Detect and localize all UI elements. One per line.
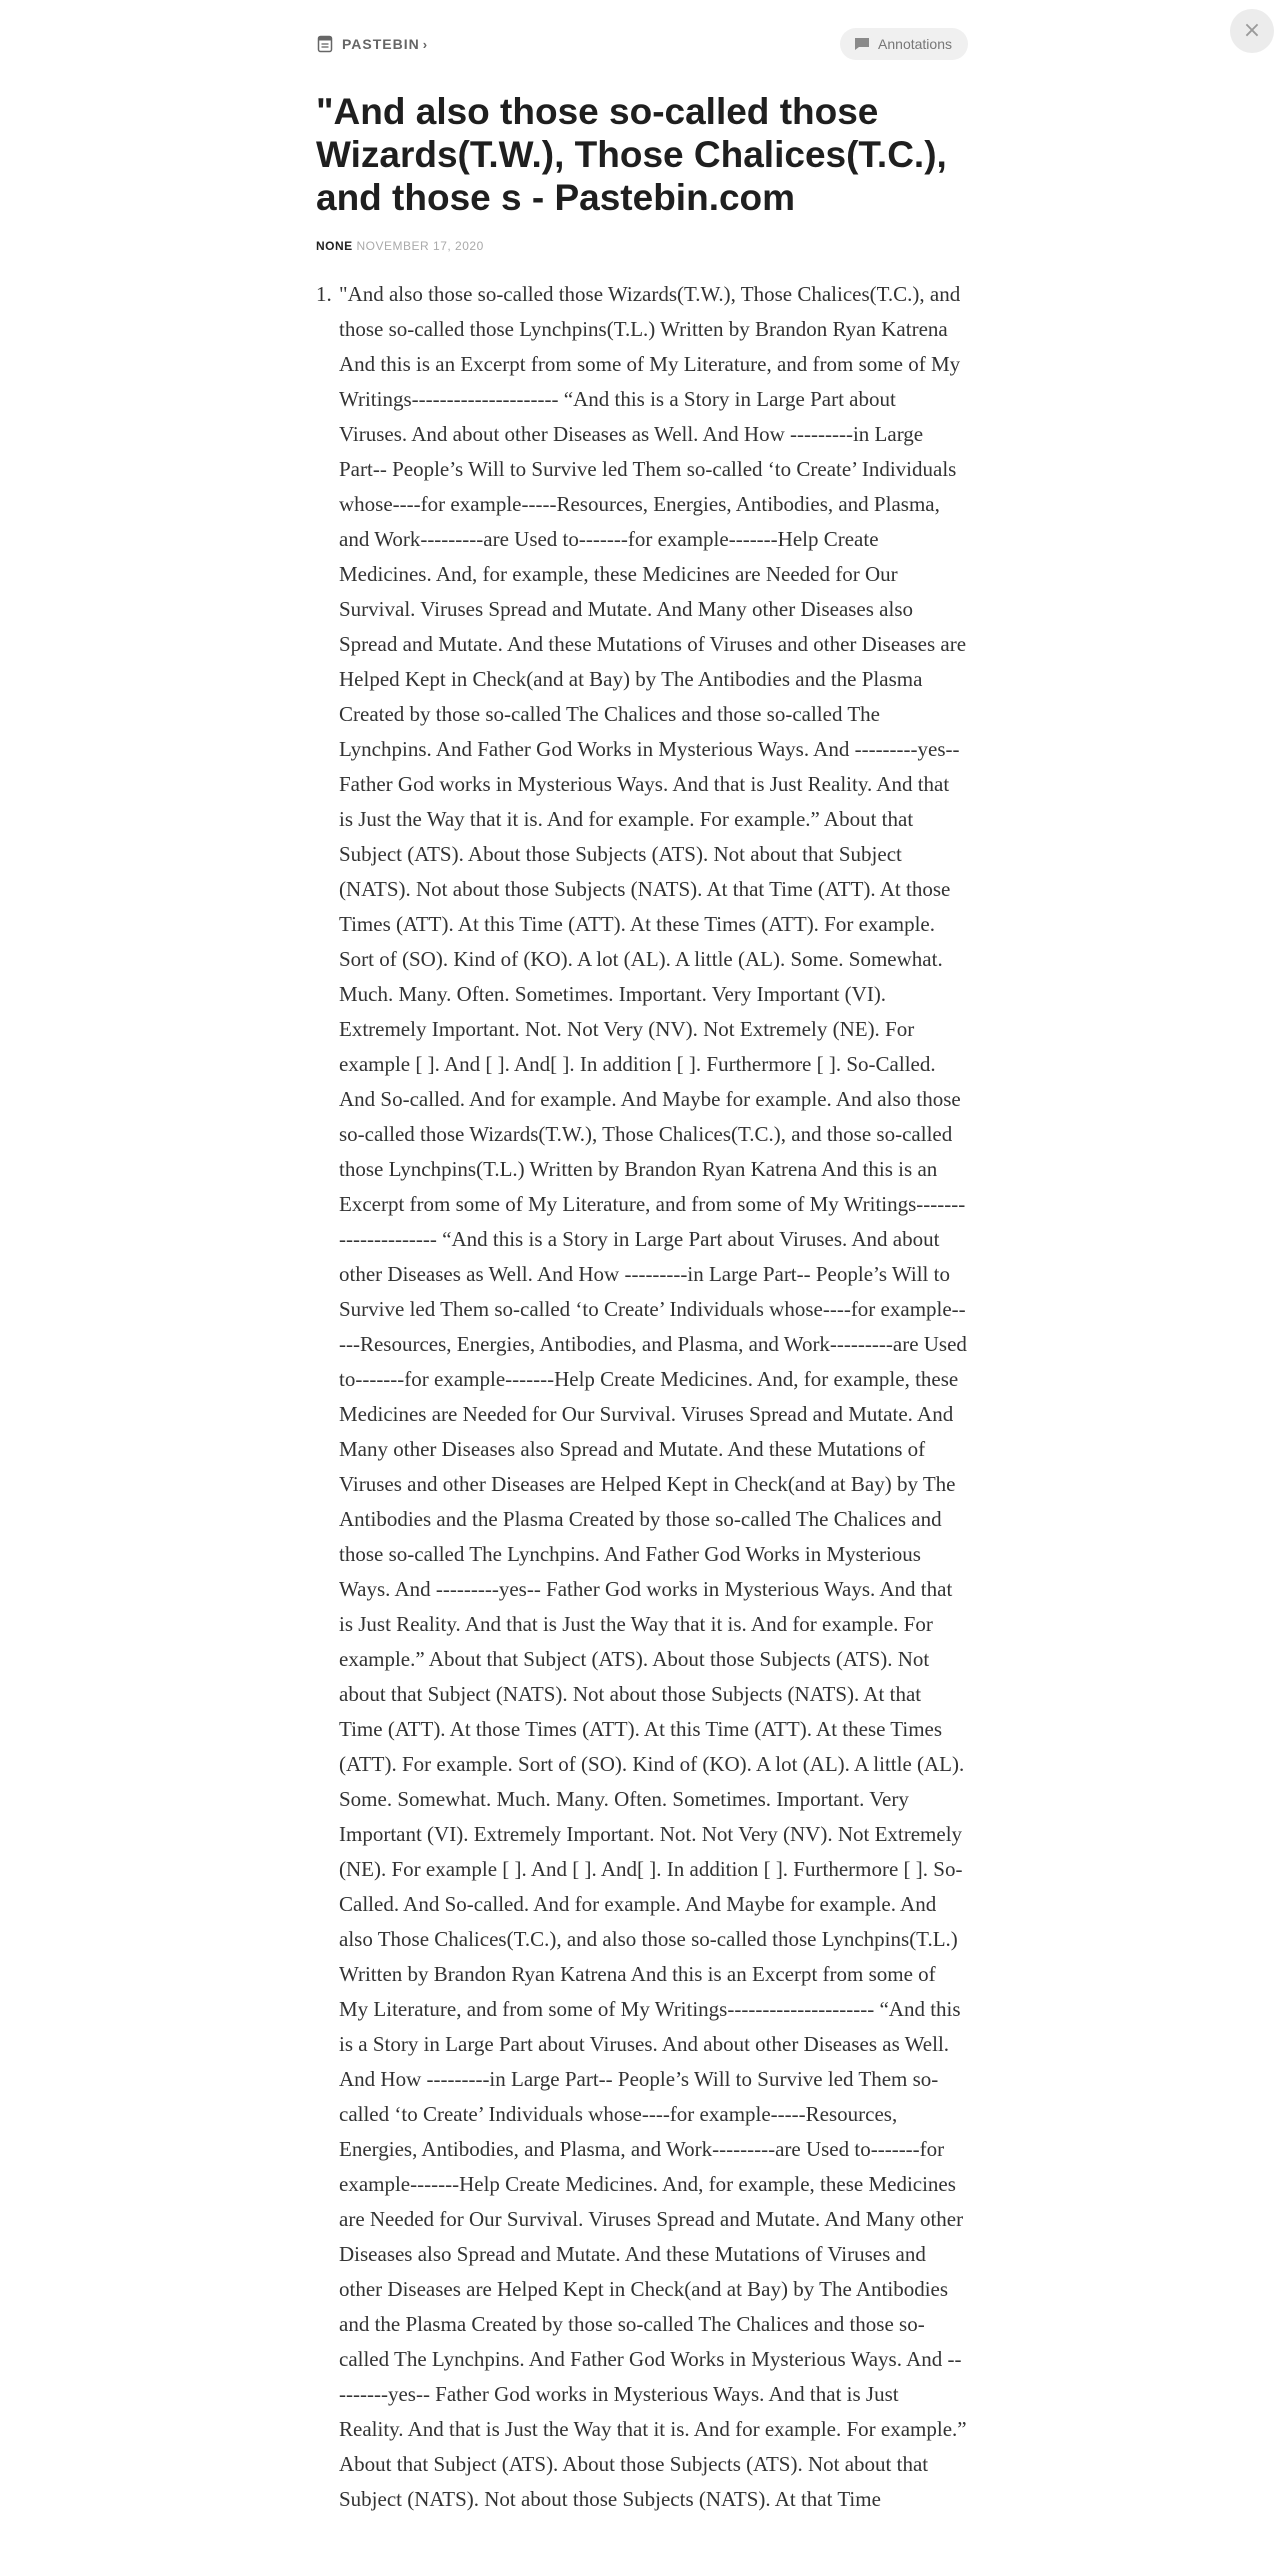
page-title: "And also those so-called those Wizards(T.W.), Those Chalices(T.C.), and those s - Pastebin.com <box>316 91 947 218</box>
post-date: NOVEMBER 17, 2020 <box>356 239 484 253</box>
pastebin-logo-icon <box>316 35 334 53</box>
close-icon: × <box>1242 18 1262 43</box>
main-column <box>316 0 968 2517</box>
comment-icon <box>854 37 870 51</box>
paste-content <box>316 277 968 2517</box>
post-meta <box>316 239 968 253</box>
annotations-button[interactable] <box>840 28 968 60</box>
list-item-number: 1. <box>316 282 332 306</box>
list-item-text: "And also those so-called those Wizards(T.W.), Those Chalices(T.C.), and those so-called those Lynchpins(T.L.) Written by Brandon Ryan Katrena And this is an Excerpt from some of My Literature, and from some of My Writings--------------------- “And this is a Story in Large Part about Viruses. And about other Diseases as Well. And How ---------in Large Part-- People’s Will to Survive led Them so-called ‘to Create’ Individuals whose----for example-----Resources, Energies, Antibodies, and Plasma, and Work---------are Used to-------for example-------Help Create Medicines. And, for example, these Medicines are Needed for Our Survival. Viruses Spread and Mutate. And Many other Diseases also Spread and Mutate. And these Mutations of Viruses and other Diseases are Helped Kept in Check(and at Bay) by The Antibodies and the Plasma Created by those so-called The Chalices and those so-called The Lynchpins. And Father God Works in Mysterious Ways. And ---------yes-- Father God works in Mysterious Ways. And that is Just Reality. And that is Just the Way that it is. And for example. For example.” About that Subject (ATS). About those Subjects (ATS). Not about that Subject (NATS). Not about those Subjects (NATS). At that Time (ATT). At those Times (ATT). At this Time (ATT). At these Times (ATT). For example. Sort of (SO). Kind of (KO). A lot (AL). A little (AL). Some. Somewhat. Much. Many. Often. Sometimes. Important. Very Important (VI). Extremely Important. Not. Not Very (NV). Not Extremely (NE). For example [ ]. And [ ]. And[ ]. In addition [ ]. Furthermore [ ]. So-Called. And So-called. And for example. And Maybe for example. And also those so-called those Wizards(T.W.), Those Chalices(T.C.), and those so-called those Lynchpins(T.L.) Written by Brandon Ryan Katrena And this is an Excerpt from some of My Literature, and from some of My Writings--------------------- “And this is a Story in Large Part about Viruses. And about other Diseases as Well. And How ---------in Large Part-- People’s Will to Survive led Them so-called ‘to Create’ Individuals whose----for example-----Resources, Energies, Antibodies, and Plasma, and Work---------are Used to-------for example-------Help Create Medicines. And, for example, these Medicines are Needed for Our Survival. Viruses Spread and Mutate. And Many other Diseases also Spread and Mutate. And these Mutations of Viruses and other Diseases are Helped Kept in Check(and at Bay) by The Antibodies and the Plasma Created by those so-called The Chalices and those so-called The Lynchpins. And Father God Works in Mysterious Ways. And ---------yes-- Father God works in Mysterious Ways. And that is Just Reality. And that is Just the Way that it is. And for example. For example.” About that Subject (ATS). About those Subjects (ATS). Not about that Subject (NATS). Not about those Subjects (NATS). At that Time (ATT). At those Times (ATT). At this Time (ATT). At these Times (ATT). For example. Sort of (SO). Kind of (KO). A lot (AL). A little (AL). Some. Somewhat. Much. Many. Often. Sometimes. Important. Very Important (VI). Extremely Important. Not. Not Very (NV). Not Extremely (NE). For example [ ]. And [ ]. And[ ]. In addition [ ]. Furthermore [ ]. So-Called. And So-called. And for example. And Maybe for example. And also Those Chalices(T.C.), and also those so-called those Lynchpins(T.L.) Written by Brandon Ryan Katrena And this is an Excerpt from some of My Literature, and from some of My Writings--------------------- “And this is a Story in Large Part about Viruses. And about other Diseases as Well. And How ---------in Large Part-- People’s Will to Survive led Them so-called ‘to Create’ Individuals whose----for example-----Resources, Energies, Antibodies, and Plasma, and Work---------are Used to-------for example-------Help Create Medicines. And, for example, these Medicines are Needed for Our Survival. Viruses Spread and Mutate. And Many other Diseases also Spread and Mutate. And these Mutations of Viruses and other Diseases are Helped Kept in Check(and at Bay) by The Antibodies and the Plasma Created by those so-called The Chalices and those so-called The Lynchpins. And Father God Works in Mysterious Ways. And ---------yes-- Father God works in Mysterious Ways. And that is Just Reality. And that is Just the Way that it is. And for example. For example.” About that Subject (ATS). About those Subjects (ATS). Not about that Subject (NATS). Not about those Subjects (NATS). At that Time <box>339 282 967 2511</box>
chevron-right-icon: › <box>422 36 429 52</box>
author-name: NONE <box>316 239 353 253</box>
breadcrumb-label: PASTEBIN <box>342 36 420 52</box>
close-button[interactable] <box>1230 9 1274 53</box>
annotations-label: Annotations <box>878 36 952 52</box>
breadcrumb[interactable] <box>316 35 428 53</box>
top-bar <box>316 0 968 90</box>
